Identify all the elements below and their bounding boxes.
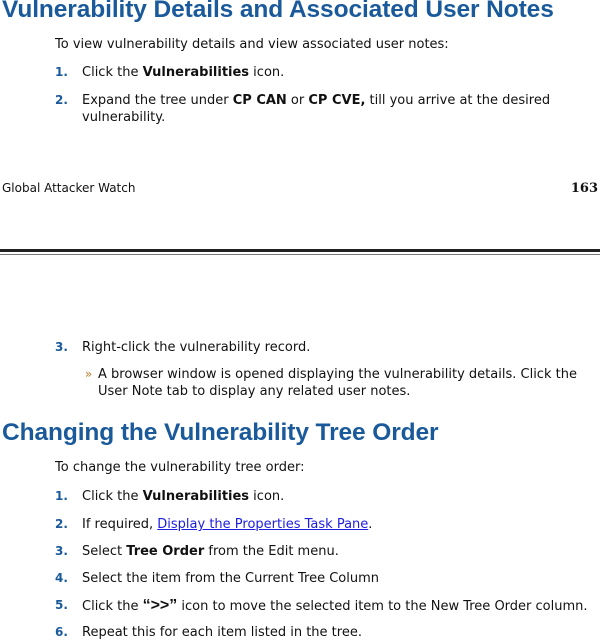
page-number: 163 [570,181,598,196]
result-arrow-icon: » [85,367,93,381]
step-text: If required, Display the Properties Task Pane. [82,517,373,532]
result-text: A browser window is opened displaying the vulnerability details. Click the [98,367,577,382]
section-intro: To change the vulnerability tree order: [55,460,305,475]
step-text: Repeat this for each item listed in the tree. [82,625,362,640]
page-divider [0,249,600,252]
step-text: Select the item from the Current Tree Column [82,571,380,586]
page-footer [2,181,598,195]
step-text: Select Tree Order from the Edit menu. [82,544,339,559]
step-number: 6. [55,625,68,639]
step-text-continued: vulnerability. [82,110,166,125]
step-text: Click the Vulnerabilities icon. [82,489,285,504]
step-text: Expand the tree under CP CAN or CP CVE, till you arrive at the desired [82,93,551,108]
step-number: 2. [55,517,68,531]
section-heading-vulnerability-details: Vulnerability Details and Associated User Notes [2,0,554,23]
step-text: Right-click the vulnerability record. [82,340,311,355]
step-number: 2. [55,93,68,107]
section-intro: To view vulnerability details and view associated user notes: [55,37,449,52]
footer-title: Global Attacker Watch [2,181,136,195]
result-text-continued: User Note tab to display any related user notes. [98,384,411,399]
step-text: Click the Vulnerabilities icon. [82,65,285,80]
step-number: 5. [55,598,68,612]
step-number: 3. [55,544,68,558]
page-divider-thin [0,254,600,255]
step-number: 1. [55,65,68,79]
step-number: 1. [55,489,68,503]
step-number: 4. [55,571,68,585]
step-number: 3. [55,340,68,354]
step-text: Click the “>>” icon to move the selected item to the New Tree Order column. [82,597,588,614]
section-heading-tree-order: Changing the Vulnerability Tree Order [2,419,439,446]
display-properties-task-pane-link[interactable]: Display the Properties Task Pane [157,517,369,532]
